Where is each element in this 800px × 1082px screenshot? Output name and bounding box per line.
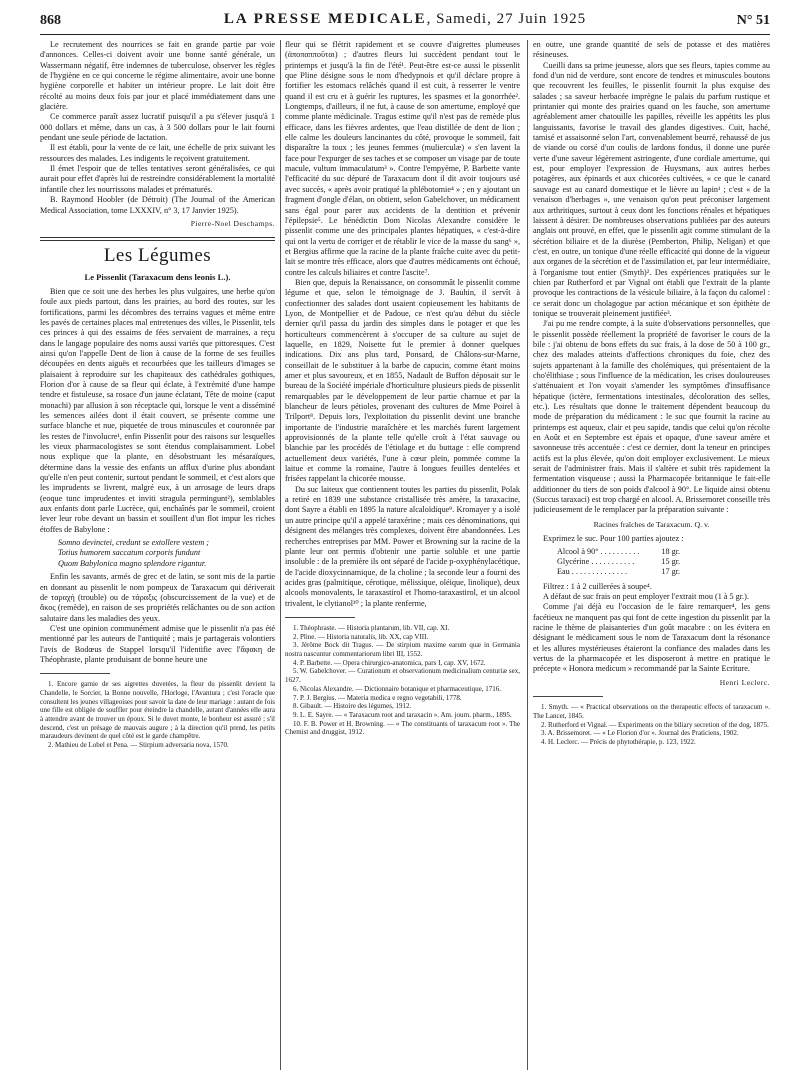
footnote: 3. A. Brissemoret. — « Le Florion d'or ». Journal des Praticiens, 1902. bbox=[541, 729, 739, 738]
page-number: 868 bbox=[40, 13, 61, 28]
column-separator bbox=[527, 40, 528, 1070]
issue-number: N° 51 bbox=[736, 13, 770, 28]
footnote: 1. Théophraste. — Historia plantarum, lib. VII, cap. XI. bbox=[293, 623, 450, 632]
paragraph: fleur qui se flétrit rapidement et se couvre d'aigrettes plumeuses (ἀποπαπποῦται) ; d'autres fleurs lui succèdent pendant tout le printemps et jusqu'à la fin de l'été¹. Peut-être est-ce aussi le pissenlit que Pline désigne sous le nom d'hedypnois et qu'il déclare propre à fortifier les estomacs relâchés quand il est cuit, à resserrer le ventre quand il est cru et à guérir les ruptures, les spasmes et la gonorrhée². Longtemps, d'ailleurs, il ne fut, à cause de son amertume, employé que comme plante médicinale. Tragus estime qu'il n'est pas de remède plus efficace, dans les fièvres ardentes, que l'eau distillée de dent de lion ; elle calme les douleurs lancinantes du côté, provoque le sommeil, fait disparaître la toux ; les jeunes femmes (mulierculæ) « s'en lavent la face pour l'expurger de ses taches et se composer un visage par de toute macule, vultum immaculatum³ ». Contre l'empyème, P. Barbette vante l'efficacité du suc dépuré de Taraxacum dont il dit avoir toujours usé avec succès, « après avoir pratiqué la phlébotomie⁴ » ; en y ajoutant un fragment d'ongle d'élan, on obtient, selon Gabelchover, un médicament sans égal pour parer aux accidents de la dentition et prévenir l'épilepsie⁵. Le bénédictin Dom Nicolas Alexandre considère le pissenlit comme une des principales plantes hépatiques, « c'est-à-dire qui ont la vertu de corriger et de rétablir le vice de la masse du sang⁶ », et Bergius affirme que la racine de la plante fraîche cuite avec du petit-lait se montre très efficace, alors que d'autres médicaments ont échoué, contre les calculs biliaires et contre l'ascite⁷. bbox=[285, 40, 520, 277]
latin-verse bbox=[40, 538, 275, 569]
paragraph: Enfin les savants, armés de grec et de latin, se sont mis de la partie en donnant au pissenlit le nom pompeux de Taraxacum qui dériverait de ταραχή (trouble) ou de τάραξις (obscurcissement de la vue) et de ἄκος (remède), en raison de ses propriétés relâchantes ou de son action salutaire dans les maladies des yeux. bbox=[40, 572, 275, 623]
author-signature: Pierre-Noel Deschamps. bbox=[190, 218, 275, 228]
recipe-intro: Exprimez le suc. Pour 100 parties ajoutez : bbox=[543, 534, 684, 544]
issue-date: , Samedi, 27 Juin 1925 bbox=[426, 11, 587, 27]
ingredient: Alcool à 90° . . . . . . . . . . bbox=[557, 546, 640, 556]
recipe-row bbox=[555, 547, 682, 557]
quantity: 15 gr. bbox=[661, 556, 681, 566]
article-subtitle: Le Pissenlit (Taraxacum dens leonis L.). bbox=[84, 271, 231, 282]
footnote: 1. Encore garnie de ses aigrettes duvetées, la fleur du pissenlit devient la Chandelle, le Sorcier, la Bonne nouvelle, l'Horloge, l'Avantura ; c'est l'oracle que consultent les jeunes villageoises pour savoir la date de leur mariage : autant de fois une fille est obligée de souffler pour éteindre la chandelle, autant d'années elle aura à attendre avant de trouver un époux. Si le duvet monte, le bonheur est assuré ; s'il descend, c'est un présage de mauvais augure ; à la direction qu'il prend, les petits maraudeurs devinent de quel côté est le garde champêtre. bbox=[40, 680, 275, 741]
paragraph: Ce commerce paraît assez lucratif puisqu'il a pu s'élever jusqu'à 1 000 dollars et même, dans un cas, à 3 500 dollars pour le lait fourni pendant une seule période de lactation. bbox=[40, 112, 275, 143]
paragraph: Il émet l'espoir que de telles tentatives seront généralisées, ce qui aurait pour effet d'après lui de restreindre considérablement la mortalité infantile chez les nourrissons malades et prématurés. bbox=[40, 164, 275, 194]
footnote: 6. Nicolas Alexandre. — Dictionnaire botanique et pharmaceutique, 1716. bbox=[293, 684, 501, 693]
footnote: 4. H. Leclerc. — Précis de phytothérapie, p. 123, 1922. bbox=[541, 737, 696, 746]
paragraph: Filtrez : 1 à 2 cuillerées à soupe⁴. bbox=[543, 581, 652, 591]
recipe-table bbox=[555, 547, 682, 578]
paragraph: Comme j'ai déjà eu l'occasion de le faire remarquer⁴, les gens facétieux ne manquent pas qui font de cette ingestion du pissenlit par la racine le thème de plaisanteries d'un goût macabre : on les évitera en désignant le médicament sous le nom de Taraxacum dont la résonance et les allures mystérieuses étaieront la confiance des malades dans les vertus de la pharmacopée et les disposeront à mettre en pratique le précepte « Honora medicum » recommandé par la Sainte Ecriture. bbox=[533, 602, 770, 674]
paragraph: Cueilli dans sa prime jeunesse, alors que ses fleurs, tapies comme au fond d'un nid de verdure, sont encore de tendres et minuscules boutons que recouvrent les feuilles, le pissenlit fournit la plus exquise des salades ; sa saveur herbacée imprègne le palais du parfum rustique et printanier qui monte des prairies quand on les fauche, son amertume agréablement amer chatouille les papilles, réveille les appétits les plus languissants, favorise le travail des glandes digestives. Cuit, haché, tamisé et assaisonné selon l'art, convenablement beurré, rehaussé de jus de viande ou corsé d'un coulis de lardons fondus, il donne une purée verte d'une saveur légèrement astringente, d'une cordiale amertume, qui est, pour employer l'expression de Huysmans, aux autres herbes potagères, aux épinards et aux chicorées cultivées, « ce que le canard sauvage est au canard domestique et le lièvre au lapin¹ ; c'est « de la venaison d'herbages », une venaison qu'on peut préconiser largement aux arthritiques, surtout à ceux dont les fonctions rénales et hépatiques laissent à désirer. De nombreuses observations publiées par des auteurs anglais ont prouvé, en effet, que le pissenlit agit comme stimulant de la sécrétion biliaire et de la diurèse (Pemberton, Philip, Neligan) et que c'est, en outre, un tonique d'une réelle efficacité qui donne de la vigueur aux organes de la sécrétion et de l'assimilation et, par leur intermédiaire, à l'organisme tout entier (Smyth)². Des expériences pratiquées sur le chien par Rutherford et par Vignal ont établi que l'extrait de la plante provoque les contractions de la vésicule biliaire, à la façon du calomel : ce serait donc un cholagogue par action mécanique et son épithète de tonique se trouverait pleinement justifiée³. bbox=[533, 60, 770, 318]
recipe-row bbox=[555, 557, 682, 567]
paragraph: Bien que ce soit une des herbes les plus vulgaires, une herbe qu'on foule aux pieds partout, dans les prairies, au bord des routes, sur les fortifications, parmi les décombres des terrains vagues et même entre les pavés de certaines places mal entretenues des villes, le Pissenlit, tels ces princes à qui des essaims de fées servaient de marraines, a reçu dans le langage populaire des noms aussi variés que pittoresques. C'est ainsi qu'on l'appelle Dent de lion à cause de la forme de ses feuilles découpées en dents aiguës et recourbées que les tailleurs d'images se plaisaient à reproduire sur les chapiteaux des cathédrales gothiques, Florion d'or à cause de sa fleur qui éclate, à l'extrémité d'une hampe tendre et fistuleuse, sa rosace d'un jaune éclatant, Tête de moine (caput monachi) par allusion à son réceptacle qui, lorsque le vent a disséminé les semences ailées dont il était couvert, se présente comme une surface blanche et nue, piquetée de trous minuscules et couronnée par les restes de l'involucre¹, enfin Pissenlit pour des raisons sur lesquelles les vieux pharmacologistes se sont étendus complaisamment. Lobel nous explique que la plante, en désobstruant les mésaraïques, détermine dans la vessie des enfants un afflux d'urine plus abondant qu'elle n'en peut contenir, surtout pendant le sommeil, et c'est alors que les imprudents se livrent, malgré eux, à un arrosage de leurs draps (eoque tunc imprudentes et inviti stragula permingunt²), semblables aux enfants dont parle Lucrèce, qui, enchaînés par le sommeil, croient lever leur robe devant un bassin et souillent d'un flot impur les riches étoffes de Babylone : bbox=[40, 286, 275, 534]
section-divider bbox=[40, 237, 275, 241]
column-separator bbox=[280, 40, 281, 1070]
recipe-row bbox=[555, 567, 682, 577]
verse-line: Quom Babylonica magno splendore rigantur. bbox=[58, 558, 207, 568]
footnotes bbox=[285, 624, 520, 737]
footnote-rule bbox=[40, 673, 110, 674]
paragraph: en outre, une grande quantité de sels de potasse et des matières résineuses. bbox=[533, 40, 770, 60]
paragraph: C'est une opinion communément admise que le pissenlit n'a pas été mentionné par les auteurs de l'antiquité ; mais je partagerais volontiers l'avis de Bodœus de Stappel lorsqu'il l'identifie avec l'ἄφακη de Théophraste, plante produisant de bonne heure une bbox=[40, 623, 275, 664]
paragraph: Du suc laiteux que contiennent toutes les parties du pissenlit, Polak a retiré en 1839 une substance cristallisée très amère, la taraxacine, dont Sayre a établi en 1895 la nature alcaloïdique⁹. Kromayer y a isolé un autre principe qu'il a appelé taraxérine ; mais ces dénominations, qui désignent des mélanges très complexes, doivent être abandonnées. Les recherches entreprises par MM. Power et Browning sur la racine de la plante leur ont permis d'obtenir une partie soluble et une partie insoluble : de la première ils ont séparé de l'acide p-oxyphénylacétique, de l'acide dioxycinnamique, de la choline ; la seconde leur a fourni des acides gras (palmitique, cérotique, mélissique, oléique, linolique), deux alcools monovalents, le taraxastirol et l'homo-taraxastirol, et un alcool trivalent, le clytianol¹⁰ ; la plante renferme, bbox=[285, 484, 520, 608]
footnote: 4. P. Barbette. — Opera chirurgico-anatomica, pars I, cap. XV, 1672. bbox=[293, 658, 486, 667]
paragraph: A défaut de suc frais on peut employer l'extrait mou (1 à 5 gr.). bbox=[543, 592, 749, 602]
footnote-rule bbox=[533, 696, 603, 697]
journal-title-line bbox=[40, 11, 770, 28]
footnote: 3. Jérôme Bock dit Tragus. — De stirpium maxime earum quæ in Germania nostra nascuntur commentariorum libri III, 1552. bbox=[285, 641, 520, 659]
section-title: Les Légumes bbox=[103, 245, 212, 267]
author-signature: Henri Leclerc. bbox=[719, 677, 770, 687]
column-2 bbox=[285, 40, 520, 1070]
verse-line: Somno devinctei, credunt se extollere vestem ; bbox=[58, 538, 210, 548]
footnote: 2. Mathieu de Lobel et Pena. — Stirpium adversaria nova, 1570. bbox=[48, 741, 229, 750]
footnote: 2. Rutherford et Vignal. — Experiments on the biliary secretion of the dog, 1875. bbox=[541, 720, 769, 729]
footnote: 2. Pline. — Historia naturalis, lib. XX, cap VIII. bbox=[293, 632, 429, 641]
paragraph: Il est établi, pour la vente de ce lait, une échelle de prix suivant les ressources des malades. Les indigents le reçoivent gratuitement. bbox=[40, 143, 275, 163]
paragraph: J'ai pu me rendre compte, à la suite d'observations personnelles, que le pissenlit possède réellement la propriété de favoriser le cours de la bile : j'ai obtenu de bons effets du suc frais, à la dose de 50 à 100 gr., chez des malades atteints d'affections chroniques du foie, chez des sujets appartenant à la famille des cholémiques, qui présentaient de la cho'élithiase ; sous l'influence de la médication, les crises douloureuses s'atténuaient et l'on voyait s'amender les symptômes d'insuffisance hépatique (ictère, fermentations intestinales, décoloration des selles, etc.). Les résultats que donne le traitement dépendent beaucoup du mode de préparation du médicament : le suc que fournit la racine au printemps est aqueux, clair et peu sapide, tandis que celui qu'on récolte en Août et en Septembre est épais et opaque, d'une saveur amère et savonneuse très accentuée : c'est ce dernier, dont la teneur en principes actifs est la plus élevée, qu'on doit employer exclusivement. Le mieux serait de l'administrer frais. Mais il s'altère et subit très rapidement la fermentation visqueuse ; aussi la Pharmacopée britannique le fait-elle additionner du tiers de son poids d'alcool à 90°. Le liquide ainsi obtenu (Succus taraxaci) est trop chargé en alcool. A. Brissemoret conseille très judicieusement de le remplacer par la préparation suivante : bbox=[533, 319, 770, 515]
footnote: 10. F. B. Power et H. Browning. — « The constituants of taraxacum root ». The Chemist and druggist, 1912. bbox=[285, 719, 520, 737]
paragraph: Le recrutement des nourrices se fait en grande partie par voie d'annonces. Celles-ci doivent avoir une bonne santé générale, un Wassermann négatif, être indemnes de tuberculose, observer les règles de l'hygiène en ce qui concerne le régime alimentaire, avoir une bonne hygiène corporelle et habiter un intérieur propre. Le lait doit être récolté au moins deux fois par jour et placé immédiatement dans une glacière. bbox=[40, 40, 275, 112]
footnote: 1. Smyth. — « Practical observations on the therapeutic effects of taraxacum ». The Lancet, 1845. bbox=[533, 703, 770, 720]
footnote-rule bbox=[285, 617, 355, 618]
footnote: 9. L. E. Sayre. — « Taraxacum root and taraxacin ». Am. journ. pharm., 1895. bbox=[293, 710, 512, 719]
paragraph: Bien que, depuis la Renaissance, on consommât le pissenlit comme légume et que, selon le témoignage de J. Bauhin, il servît à confectionner des salades dont usaient copieusement les habitants de Lyon, de Montpellier et de Padoue, ce n'est qu'au début du siècle dernier qu'il passa du jardin des simples dans le potager et que les horticulteurs commencèrent à s'occuper de sa culture au sujet de laquelle, en 1829, Noisette fut le premier à donner quelques indications. Dix ans plus tard, Ponsard, de Châlons-sur-Marne, conseillait de le substituer à la barbe de capucin, comme étant moins amer et plus savoureux, et en 1855, Nadault de Buffon déposait sur le bureau de la Société impériale d'horticulture plusieurs pieds de pissenlit remarquables par le développement de leur partie charnue et par la blancheur de leurs pétioles, provenant des cultures de Mme Poirel à Trilport⁸. Depuis lors, l'exploitation du pissenlit devint une branche importante de l'industrie maraîchère et les marchés furent largement approvisionnés de la plante telle qu'elle croît à l'état sauvage ou blanchie par les procédés de l'étiolage et du buttage : elle comprend actuellement deux variétés, l'une à cœur plein, pommée comme la laitue et comme la romaine, l'autre à longues feuilles dentelées et frisées rappelant la chicorée mousse. bbox=[285, 277, 520, 484]
ingredient: Eau . . . . . . . . . . . . . . bbox=[557, 567, 628, 577]
page-header bbox=[40, 8, 770, 34]
reference-paragraph: B. Raymond Hoobler (de Détroit) (The Journal of the American Medical Association, tome LXXXIV, n° 3, 17 Janvier 1925). bbox=[40, 195, 275, 215]
footnotes bbox=[40, 680, 275, 750]
ingredient: Glycérine . . . . . . . . . . . bbox=[557, 556, 635, 566]
column-3 bbox=[533, 40, 770, 1070]
footnote: 7. P. J. Bergius. — Materia medica e regno vegetabili, 1778. bbox=[293, 693, 462, 702]
quantity: 18 gr. bbox=[661, 546, 681, 556]
footnote: 5. W. Gabelchover. — Curationum et observationum medicinalium centuriæ sex, 1627. bbox=[285, 667, 520, 685]
footnotes bbox=[533, 703, 770, 747]
journal-title: LA PRESSE MEDICALE bbox=[223, 11, 427, 27]
quantity: 17 gr. bbox=[661, 567, 681, 577]
recipe-title: Racines fraîches de Taraxacum. Q. v. bbox=[593, 519, 710, 529]
column-1 bbox=[40, 40, 275, 1070]
verse-line: Totius humorem saccatum corporis fundunt bbox=[58, 548, 201, 558]
footnote: 8. Gibault. — Histoire des légumes, 1912. bbox=[293, 702, 412, 711]
header-rule bbox=[40, 34, 770, 35]
